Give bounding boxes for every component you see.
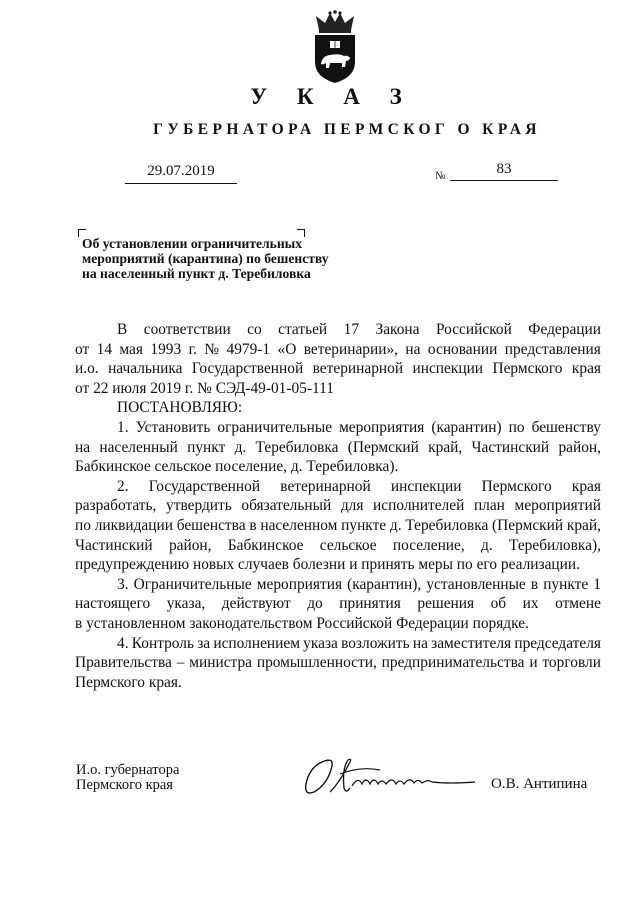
document-title: У К А З xyxy=(250,84,414,109)
document-subtitle: ГУБЕРНАТОРА ПЕРМСКОГ О КРАЯ xyxy=(153,121,541,138)
body-line: от 14 мая 1993 г. № 4979-1 «О ветеринарии», на основании представления xyxy=(75,340,601,358)
document-body xyxy=(75,320,601,692)
body-line: настоящего указа, действуют до принятия решения об их отмене xyxy=(75,595,601,613)
subject-line: на населенный пункт д. Теребиловка xyxy=(82,266,311,281)
body-line: разработать, утвердить обязательный для исполнителей план мероприятий xyxy=(75,497,601,515)
subject-line: мероприятий (карантина) по бешенству xyxy=(82,251,329,266)
body-line: Правительства – министра промышленности, предпринимательства и торговли xyxy=(75,654,601,672)
body-line: Бабкинское сельское поселение, д. Теребиловка). xyxy=(75,458,399,476)
body-line: в установленном законодательством Российской Федерации порядке. xyxy=(75,614,529,632)
document-subject xyxy=(82,236,372,281)
body-line: предупреждению новых случаев болезни и принять меры по его реализации. xyxy=(75,556,580,574)
document-date: 29.07.2019 xyxy=(147,163,215,179)
date-underline xyxy=(125,183,237,184)
body-line: 1. Установить ограничительные мероприятия (карантин) по бешенству xyxy=(117,418,601,436)
number-sign: № xyxy=(435,170,446,182)
body-line: от 22 июля 2019 г. № СЭД-49-01-05-111 xyxy=(75,379,334,397)
number-underline xyxy=(450,180,558,181)
body-line: по ликвидации бешенства в населенном пункте д. Теребиловка (Пермский край, xyxy=(75,516,601,534)
body-line: и.о. начальника Государственной ветеринарной инспекции Пермского края xyxy=(75,360,601,378)
body-line: 3. Ограничительные мероприятия (карантин), установленные в пункте 1 xyxy=(117,575,601,593)
handwritten-signature-icon xyxy=(300,752,490,802)
signer-name: О.В. Антипина xyxy=(491,776,588,792)
signer-position-line: И.о. губернатора xyxy=(76,762,180,778)
body-line: Пермского края. xyxy=(75,673,182,691)
document-number: 83 xyxy=(496,161,512,177)
body-line: ПОСТАНОВЛЯЮ: xyxy=(117,399,243,417)
signer-position xyxy=(76,763,179,793)
body-line: на населенный пункт д. Теребиловка (Пермский край, Частинский район, xyxy=(75,438,601,456)
body-line: 2. Государственной ветеринарной инспекции Пермского края xyxy=(117,477,601,495)
body-line: Частинский район, Бабкинское сельское поселение, д. Теребиловка), xyxy=(75,536,601,554)
subject-line: Об установлении ограничительных xyxy=(82,236,303,251)
signer-position-line: Пермского края xyxy=(76,777,173,793)
body-line: В соответствии со статьей 17 Закона Российской Федерации xyxy=(117,321,601,338)
body-line: 4. Контроль за исполнением указа возложить на заместителя председателя xyxy=(117,634,601,652)
coat-of-arms-icon xyxy=(306,10,364,84)
